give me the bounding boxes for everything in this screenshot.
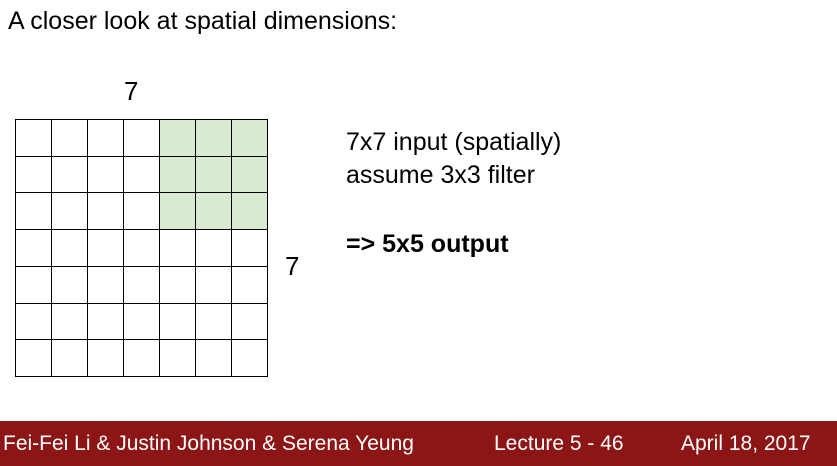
footer-bar: [0, 421, 837, 466]
grid-cell: [52, 267, 88, 304]
grid-cell: [160, 230, 196, 267]
grid-cell: [196, 304, 232, 341]
description-filter-size: assume 3x3 filter: [346, 161, 535, 189]
grid-cell: [52, 304, 88, 341]
grid-cell: [124, 304, 160, 341]
input-grid: [15, 119, 268, 377]
filter-cell: [232, 120, 268, 157]
grid-cell: [124, 157, 160, 194]
grid-cell: [88, 340, 124, 377]
description: [346, 126, 561, 192]
grid-cell: [52, 230, 88, 267]
grid-cell: [88, 120, 124, 157]
grid-cell: [16, 267, 52, 304]
footer-lecture-number: Lecture 5 - 46: [494, 432, 624, 455]
slide-title: A closer look at spatial dimensions:: [8, 7, 398, 35]
grid-cell: [196, 340, 232, 377]
filter-cell: [232, 157, 268, 194]
grid-height-label: 7: [285, 251, 300, 281]
grid-cell: [16, 157, 52, 194]
grid-cell: [196, 230, 232, 267]
grid-cell: [16, 230, 52, 267]
grid-width-label: 7: [124, 76, 139, 106]
grid-cell: [232, 340, 268, 377]
grid-cell: [16, 304, 52, 341]
grid-cell: [52, 340, 88, 377]
description-input-size: 7x7 input (spatially): [346, 128, 562, 156]
filter-cell: [196, 157, 232, 194]
grid-cell: [16, 120, 52, 157]
description-output-size: => 5x5 output: [346, 230, 509, 258]
footer-date: April 18, 2017: [681, 432, 811, 455]
grid-cell: [16, 193, 52, 230]
grid-cell: [88, 157, 124, 194]
grid-cell: [124, 193, 160, 230]
grid-cell: [124, 340, 160, 377]
grid-cell: [196, 267, 232, 304]
grid-cell: [232, 230, 268, 267]
grid-cell: [124, 230, 160, 267]
grid-cell: [124, 267, 160, 304]
grid-cell: [232, 267, 268, 304]
grid-cell: [52, 193, 88, 230]
grid-cell: [88, 304, 124, 341]
grid-cell: [160, 304, 196, 341]
grid-cell: [160, 267, 196, 304]
grid-cell: [88, 267, 124, 304]
filter-cell: [196, 120, 232, 157]
grid-cell: [16, 340, 52, 377]
grid-cell: [52, 120, 88, 157]
grid-cell: [52, 157, 88, 194]
filter-cell: [160, 120, 196, 157]
grid-cell: [160, 340, 196, 377]
grid-cell: [88, 193, 124, 230]
filter-cell: [232, 193, 268, 230]
filter-cell: [160, 157, 196, 194]
grid-cell: [88, 230, 124, 267]
grid-cell: [124, 120, 160, 157]
footer-authors: Fei-Fei Li & Justin Johnson & Serena Yeung: [3, 432, 414, 455]
filter-cell: [196, 193, 232, 230]
grid-cell: [232, 304, 268, 341]
filter-cell: [160, 193, 196, 230]
